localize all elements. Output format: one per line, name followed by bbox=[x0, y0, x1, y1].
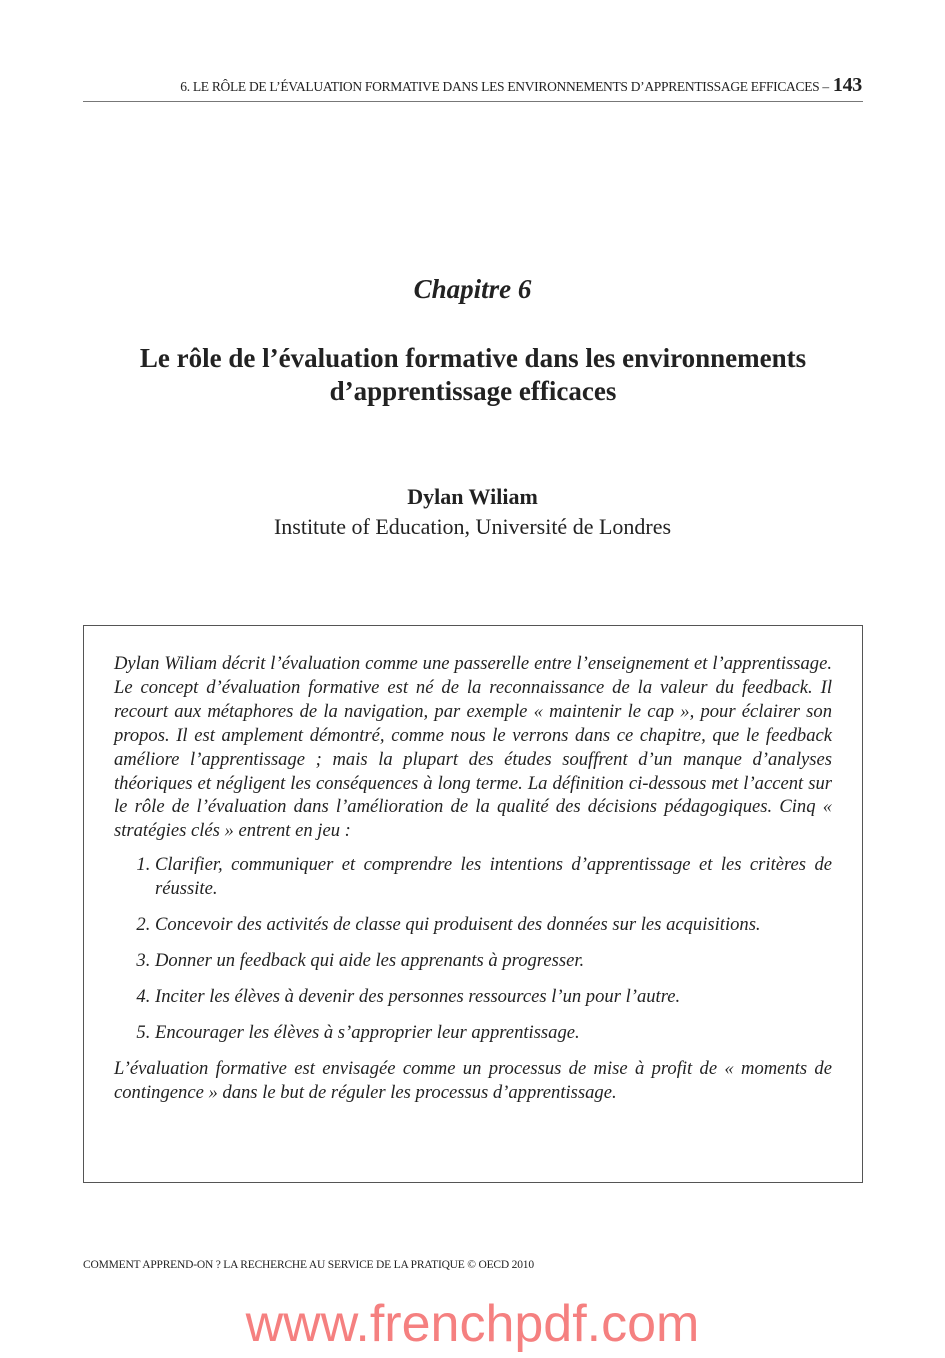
list-item: 2. Concevoir des activités de classe qui produisent des données sur les acquisitions. bbox=[155, 913, 832, 937]
strategy-list bbox=[114, 853, 832, 1044]
page-footer: COMMENT APPREND-ON ? LA RECHERCHE AU SERVICE DE LA PRATIQUE © OECD 2010 bbox=[83, 1259, 534, 1271]
header-rule bbox=[83, 101, 863, 102]
chapter-label: Chapitre 6 bbox=[413, 274, 532, 304]
list-item: 5. Encourager les élèves à s’approprier leur apprentissage. bbox=[155, 1021, 832, 1045]
list-item: 3. Donner un feedback qui aide les apprenants à progresser. bbox=[155, 949, 832, 973]
running-header bbox=[96, 74, 862, 97]
author-affiliation: Institute of Education, Université de Londres bbox=[273, 514, 672, 539]
watermark: www.frenchpdf.com bbox=[245, 1295, 700, 1353]
chapter-title: Le rôle de l’évaluation formative dans les environnements d’apprentissage efficaces bbox=[139, 343, 807, 406]
running-title: 6. LE RÔLE DE L’ÉVALUATION FORMATIVE DANS LES ENVIRONNEMENTS D’APPRENTISSAGE EFFICACES – bbox=[180, 79, 829, 94]
list-item: 1. Clarifier, communiquer et comprendre les intentions d’apprentissage et les critères de réussite. bbox=[155, 853, 832, 901]
author-name: Dylan Wiliam bbox=[407, 484, 538, 509]
list-item: 4. Inciter les élèves à devenir des personnes ressources l’un pour l’autre. bbox=[155, 985, 832, 1009]
abstract-box bbox=[83, 625, 863, 1183]
abstract-conclusion: L’évaluation formative est envisagée comme un processus de mise à profit de « moments de contingence » dans le but de réguler les processus d’apprentissage. bbox=[114, 1057, 832, 1103]
page-number: 143 bbox=[832, 74, 862, 96]
abstract-intro: Dylan Wiliam décrit l’évaluation comme une passerelle entre l’enseignement et l’apprentissage. Le concept d’évaluation formative est né de la reconnaissance de la valeur du feedback. Il recourt aux métaphores de la navigation, par exemple « maintenir le cap », pour éclairer son propos. Il est amplement démontré, comme nous le verrons dans ce chapitre, que le feedback améliore l’apprentissage ; mais la plupart des études souffrent d’un manque d’analyses théoriques et négligent les conséquences à long terme. La définition ci-dessous met l’accent sur le rôle de l’évaluation dans l’amélioration de la qualité des décisions pédagogiques. Cinq « stratégies clés » entrent en jeu : bbox=[114, 653, 832, 842]
